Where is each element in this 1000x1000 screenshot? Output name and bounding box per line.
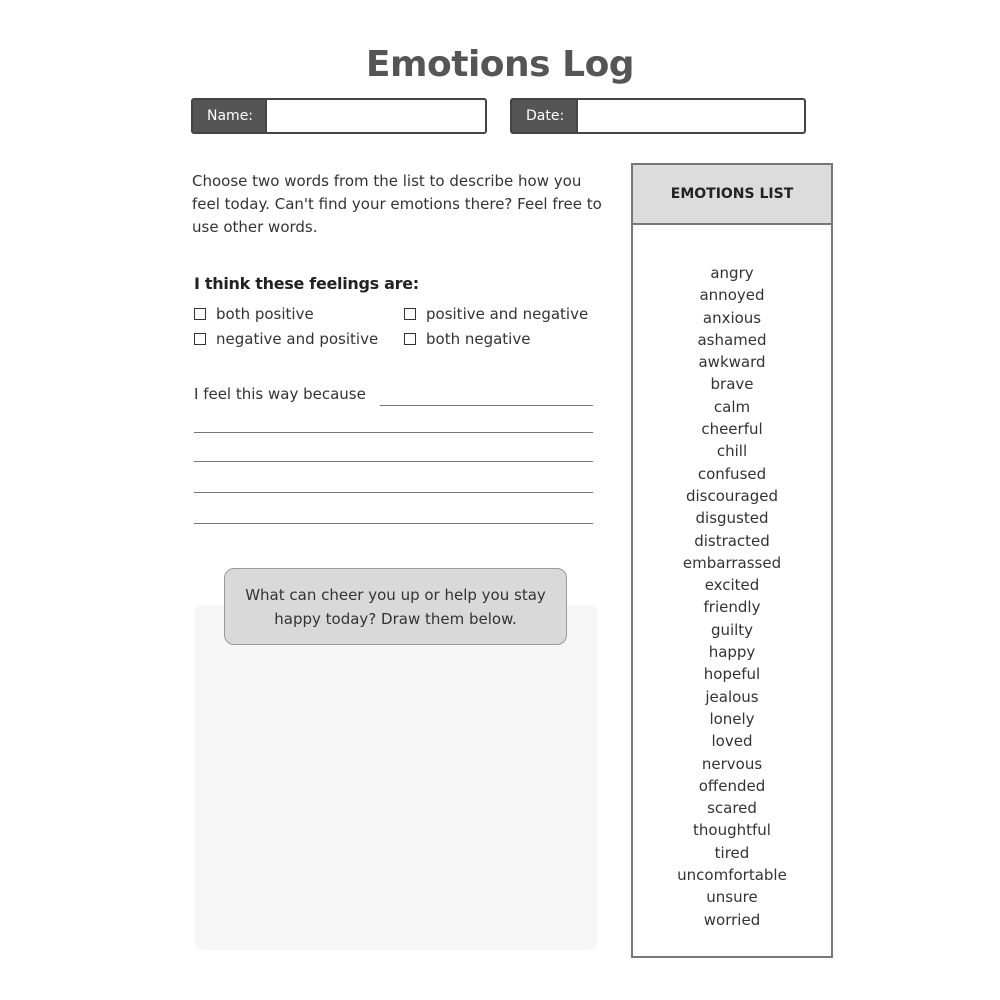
writing-line[interactable] [380, 405, 593, 406]
emotion-item: lonely [709, 709, 755, 728]
emotion-item: awkward [698, 353, 766, 372]
emotions-list-heading: EMOTIONS LIST [633, 165, 831, 225]
instructions-text: Choose two words from the list to describe how you feel today. Can't find your emotions there? Feel free to use other words. [192, 172, 602, 236]
emotion-item: friendly [703, 598, 761, 617]
date-field[interactable] [510, 98, 806, 134]
checkbox-icon[interactable] [194, 308, 206, 320]
emotion-item: calm [713, 397, 751, 416]
writing-line[interactable] [194, 461, 593, 462]
name-label: Name: [193, 100, 265, 132]
emotion-item: ashamed [697, 330, 767, 349]
cheer-prompt: What can cheer you up or help you stay happy today? Draw them below. [224, 568, 567, 645]
emotion-item: hopeful [703, 665, 761, 684]
emotion-item: angry [710, 264, 754, 282]
writing-line[interactable] [194, 432, 593, 433]
option-label: both positive [216, 305, 314, 323]
emotion-item: guilty [710, 620, 754, 639]
option-both-negative[interactable] [404, 330, 530, 348]
emotions-list-panel [631, 163, 833, 958]
emotion-item: discouraged [685, 486, 779, 505]
option-label: both negative [426, 330, 531, 348]
emotion-item: worried [703, 910, 761, 929]
emotion-item: excited [704, 576, 760, 595]
name-field[interactable] [191, 98, 487, 134]
emotion-item: chill [716, 442, 748, 461]
option-positive-and-negative[interactable] [404, 305, 588, 323]
emotion-item: uncomfortable [677, 866, 787, 885]
emotion-item: brave [710, 375, 754, 394]
date-input[interactable] [576, 100, 804, 132]
date-label: Date: [512, 100, 576, 132]
checkbox-icon[interactable] [194, 333, 206, 345]
writing-line[interactable] [194, 492, 593, 493]
because-label: I feel this way because [194, 385, 366, 403]
emotion-item: distracted [694, 531, 770, 550]
emotion-item: anxious [702, 308, 762, 327]
emotion-item: tired [714, 843, 750, 862]
name-input[interactable] [265, 100, 485, 132]
feelings-heading: I think these feelings are: [194, 274, 419, 293]
emotion-item: jealous [705, 687, 759, 706]
emotions-list [633, 225, 831, 931]
option-label: positive and negative [426, 305, 589, 323]
emotion-item: nervous [701, 754, 763, 773]
writing-line[interactable] [194, 523, 593, 524]
emotion-item: unsure [706, 888, 758, 907]
emotion-item: cheerful [701, 420, 763, 439]
emotion-item: happy [708, 643, 756, 662]
emotion-item: embarrassed [682, 553, 782, 572]
emotion-item: confused [697, 464, 767, 483]
option-both-positive[interactable] [194, 305, 314, 323]
checkbox-icon[interactable] [404, 308, 416, 320]
option-negative-and-positive[interactable] [194, 330, 378, 348]
emotion-item: loved [711, 732, 753, 751]
option-label: negative and positive [216, 330, 379, 348]
checkbox-icon[interactable] [404, 333, 416, 345]
emotion-item: thoughtful [693, 821, 771, 840]
emotion-item: scared [707, 799, 757, 818]
emotion-item: disgusted [695, 509, 769, 528]
page-title: Emotions Log [365, 44, 635, 85]
drawing-area[interactable] [195, 605, 597, 950]
emotion-item: annoyed [699, 286, 765, 305]
emotion-item: offended [698, 776, 766, 795]
